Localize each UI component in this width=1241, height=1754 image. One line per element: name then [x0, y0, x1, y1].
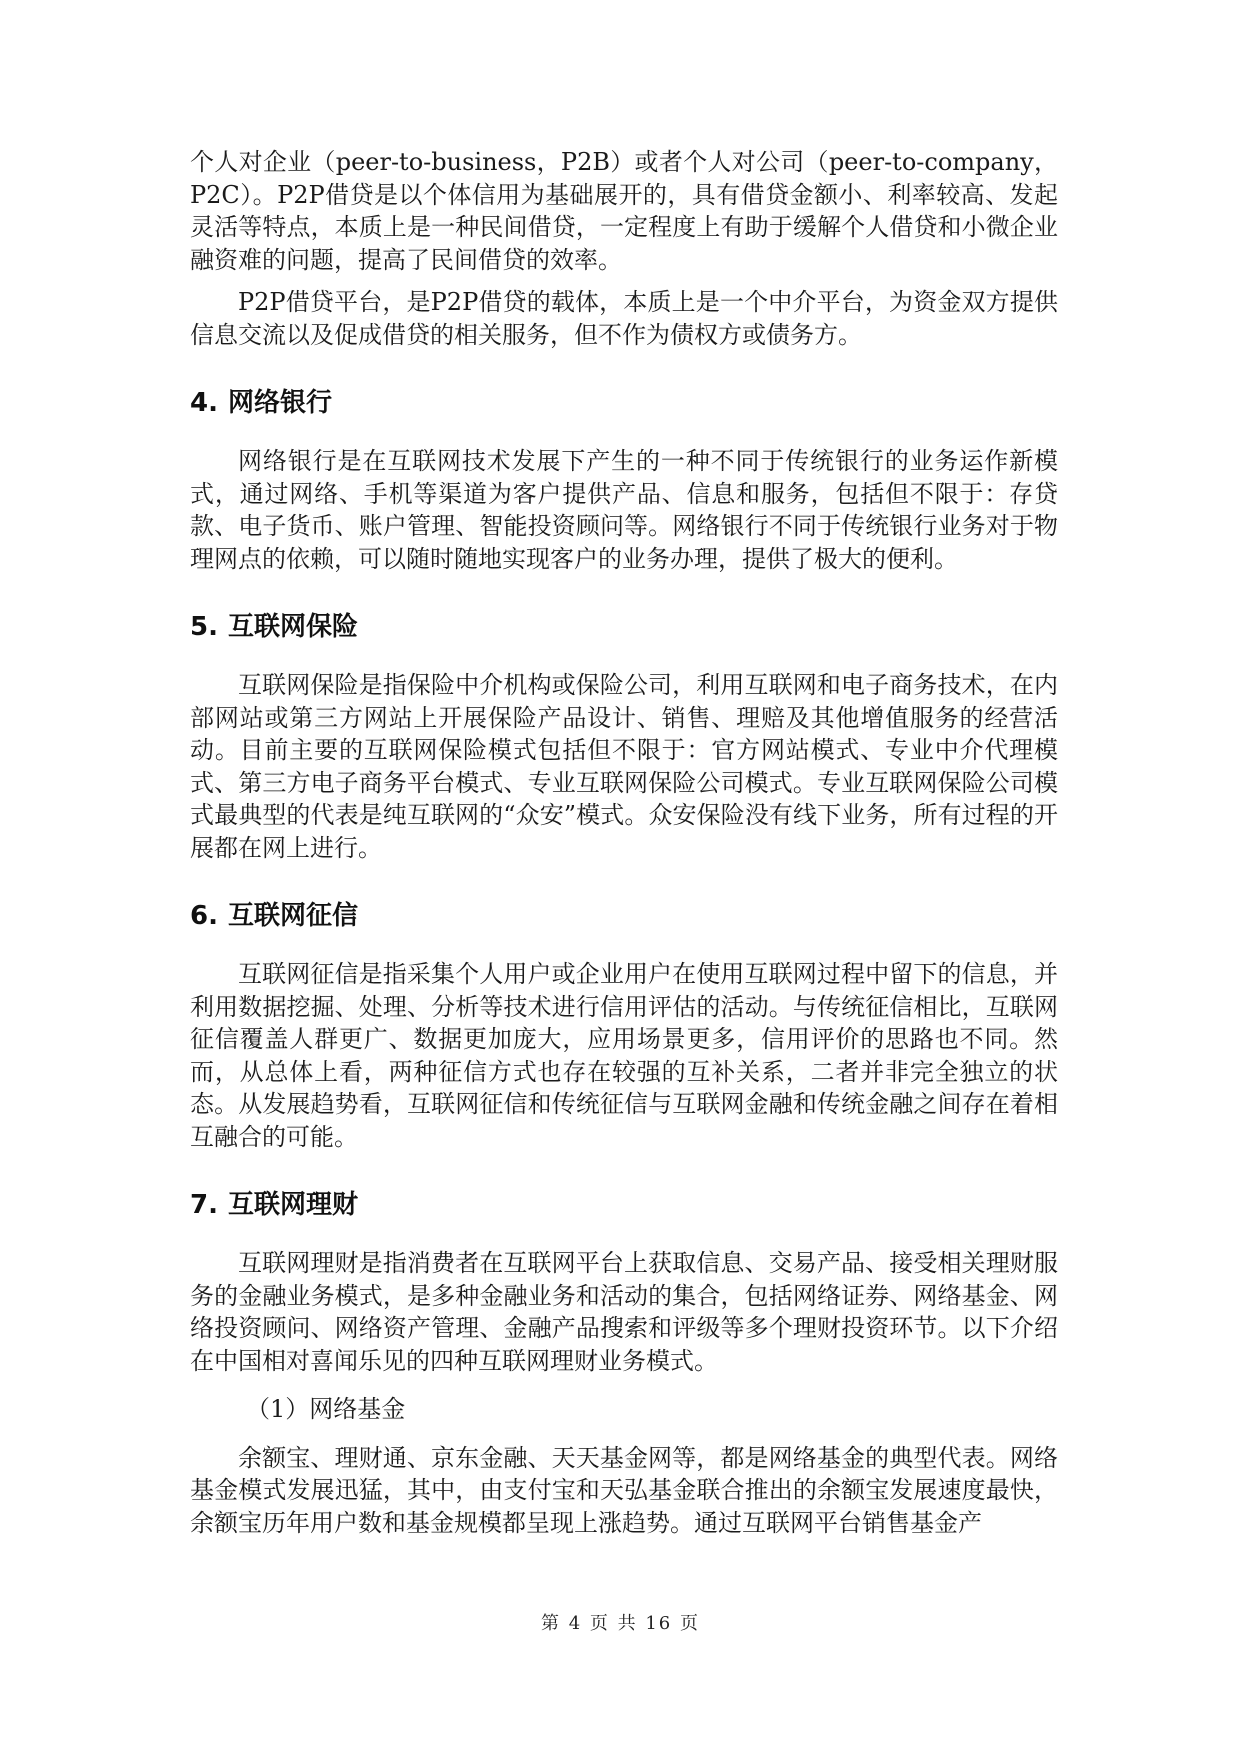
document-body [190, 146, 1058, 1539]
intro-paragraph-2: P2P借贷平台，是P2P借贷的载体，本质上是一个中介平台，为资金双方提供信息交流以及促成借贷的相关服务，但不作为债权方或债务方。 [190, 288, 1058, 349]
page-footer: 第 4 页 共 16 页 [541, 1613, 700, 1634]
section-number: 5. [190, 612, 218, 642]
intro-paragraph-1: 个人对企业（peer-to-business，P2B）或者个人对公司（peer-to-company，P2C）。P2P借贷是以个体信用为基础展开的，具有借贷金额小、利率较高、发起灵活等特点，本质上是一种民间借贷，一定程度上有助于缓解个人借贷和小微企业融资难的问题，提高了民间借贷的效率。 [190, 148, 1058, 274]
section-number: 4. [190, 388, 218, 418]
section-heading-internet-insurance [190, 609, 1058, 645]
section-title: 互联网理财 [228, 1190, 359, 1220]
section-title: 互联网征信 [228, 901, 359, 931]
section-paragraph: 互联网保险是指保险中介机构或保险公司，利用互联网和电子商务技术，在内部网站或第三方网站上开展保险产品设计、销售、理赔及其他增值服务的经营活动。目前主要的互联网保险模式包括但不限于：官方网站模式、专业中介代理模式、第三方电子商务平台模式、专业互联网保险公司模式。专业互联网保险公司模式最典型的代表是纯互联网的“众安”模式。众安保险没有线下业务，所有过程的开展都在网上进行。 [190, 671, 1058, 862]
section-heading-network-bank [190, 385, 1058, 421]
section-paragraph: 网络银行是在互联网技术发展下产生的一种不同于传统银行的业务运作新模式，通过网络、手机等渠道为客户提供产品、信息和服务，包括但不限于：存贷款、电子货币、账户管理、智能投资顾问等。网络银行不同于传统银行业务对于物理网点的依赖，可以随时随地实现客户的业务办理，提供了极大的便利。 [190, 447, 1058, 573]
section-title: 网络银行 [228, 388, 333, 418]
sub-heading-network-fund: （1）网络基金 [246, 1395, 406, 1423]
section-paragraph: 互联网征信是指采集个人用户或企业用户在使用互联网过程中留下的信息，并利用数据挖掘、处理、分析等技术进行信用评估的活动。与传统征信相比，互联网征信覆盖人群更广、数据更加庞大，应用场景更多，信用评价的思路也不同。然而，从总体上看，两种征信方式也存在较强的互补关系，二者并非完全独立的状态。从发展趋势看，互联网征信和传统征信与互联网金融和传统金融之间存在着相互融合的可能。 [190, 960, 1058, 1151]
section-heading-internet-wealth [190, 1187, 1058, 1223]
sub-paragraph: 余额宝、理财通、京东金融、天天基金网等，都是网络基金的典型代表。网络基金模式发展迅猛，其中，由支付宝和天弘基金联合推出的余额宝发展速度最快，余额宝历年用户数和基金规模都呈现上涨趋势。通过互联网平台销售基金产 [190, 1443, 1058, 1537]
section-paragraph: 互联网理财是指消费者在互联网平台上获取信息、交易产品、接受相关理财服务的金融业务模式，是多种金融业务和活动的集合，包括网络证券、网络基金、网络投资顾问、网络资产管理、金融产品搜索和评级等多个理财投资环节。以下介绍在中国相对喜闻乐见的四种互联网理财业务模式。 [190, 1249, 1058, 1375]
section-title: 互联网保险 [228, 612, 359, 642]
section-heading-internet-credit [190, 898, 1058, 934]
section-number: 6. [190, 901, 218, 931]
section-number: 7. [190, 1190, 218, 1220]
